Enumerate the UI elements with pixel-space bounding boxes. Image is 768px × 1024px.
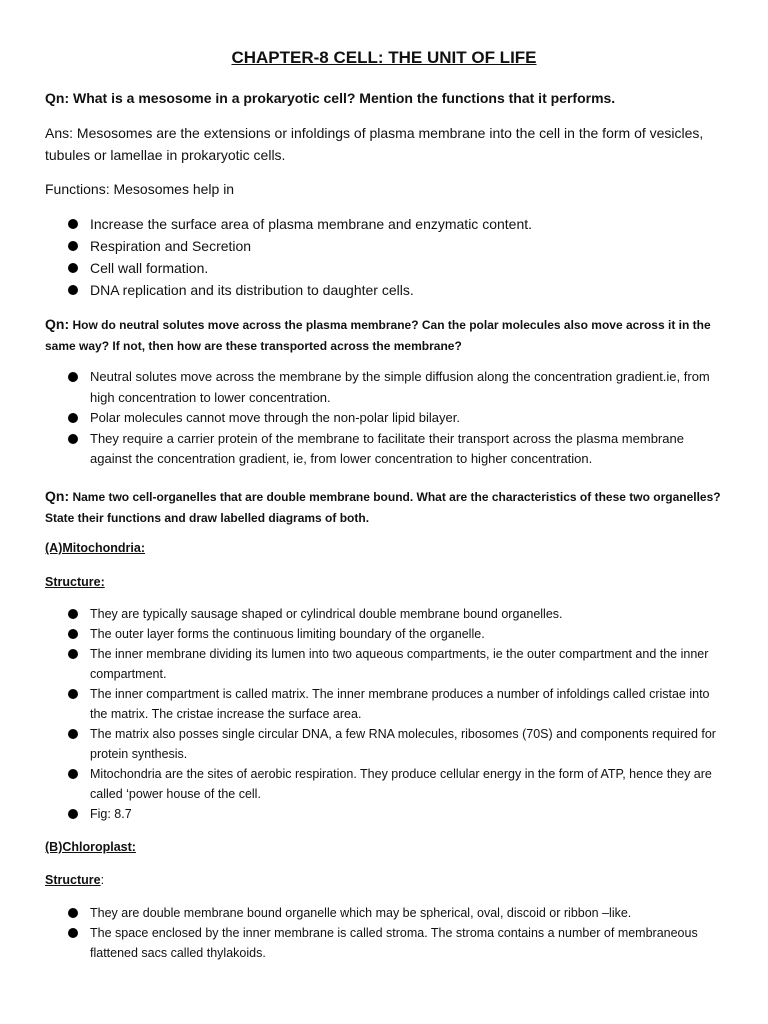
question-text: How do neutral solutes move across the plasma membrane? Can the polar molecules also move across it in the same way? If not, then how are these transported across the membrane?	[45, 318, 711, 353]
list-item: They are typically sausage shaped or cylindrical double membrane bound organelles.	[68, 604, 728, 624]
functions-intro: Functions: Mesosomes help in	[45, 181, 235, 197]
chapter-title: CHAPTER-8 CELL: THE UNIT OF LIFE	[231, 48, 537, 67]
list-item: The matrix also posses single circular DNA, a few RNA molecules, ribosomes (70S) and components required for protein synthesis.	[68, 724, 728, 764]
list-item: Respiration and Secretion	[68, 235, 728, 257]
question-prefix: Qn:	[45, 488, 70, 504]
question-1: Qn: What is a mesosome in a prokaryotic cell? Mention the functions that it performs.	[45, 90, 616, 106]
answer-1: Ans: Mesosomes are the extensions or infoldings of plasma membrane into the cell in the form of vesicles, tubules or lamellae in prokaryotic cells.	[45, 125, 704, 163]
list-item: DNA replication and its distribution to daughter cells.	[68, 279, 728, 301]
structure-label-text: Structure	[45, 873, 101, 887]
mitochondria-structure-label: Structure:	[45, 575, 105, 589]
transport-list	[68, 367, 728, 470]
mitochondria-list	[68, 604, 728, 824]
list-item: Fig: 8.7	[68, 804, 728, 824]
question-text: Name two cell-organelles that are double membrane bound. What are the characteristics of these two organelles? State their functions and draw labelled diagrams of both.	[45, 490, 721, 525]
list-item: Polar molecules cannot move through the non-polar lipid bilayer.	[68, 408, 728, 429]
list-item: Mitochondria are the sites of aerobic respiration. They produce cellular energy in the form of ATP, hence they are called ‘power house of the cell.	[68, 764, 728, 804]
question-prefix: Qn:	[45, 316, 70, 332]
mitochondria-heading: (A)Mitochondria:	[45, 541, 145, 555]
list-item: The inner compartment is called matrix. The inner membrane produces a number of infoldings called cristae into the matrix. The cristae increase the surface area.	[68, 684, 728, 724]
chloroplast-heading: (B)Chloroplast:	[45, 840, 136, 854]
list-item: They require a carrier protein of the membrane to facilitate their transport across the plasma membrane against the concentration gradient, ie, from lower concentration to higher concentration.	[68, 429, 728, 470]
question-2	[45, 314, 725, 357]
chloroplast-list	[68, 903, 728, 963]
structure-colon: :	[100, 873, 105, 887]
list-item: Neutral solutes move across the membrane by the simple diffusion along the concentration gradient.ie, from high concentration to lower concentration.	[68, 367, 728, 408]
functions-list	[68, 213, 728, 301]
list-item: Increase the surface area of plasma membrane and enzymatic content.	[68, 213, 728, 235]
list-item: They are double membrane bound organelle which may be spherical, oval, discoid or ribbon –like.	[68, 903, 728, 923]
chloroplast-structure-label	[45, 873, 104, 887]
list-item: The outer layer forms the continuous limiting boundary of the organelle.	[68, 624, 728, 644]
list-item: The inner membrane dividing its lumen into two aqueous compartments, ie the outer compartment and the inner compartment.	[68, 644, 728, 684]
list-item: The space enclosed by the inner membrane is called stroma. The stroma contains a number of membraneous flattened sacs called thylakoids.	[68, 923, 728, 963]
list-item: Cell wall formation.	[68, 257, 728, 279]
question-3	[45, 486, 725, 529]
